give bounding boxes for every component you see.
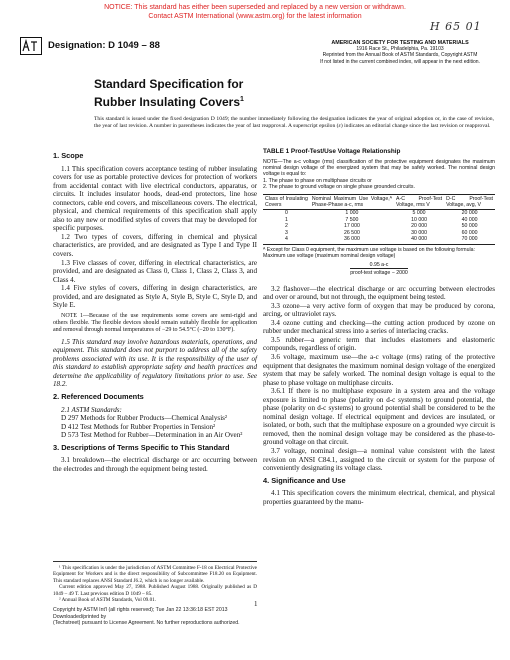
right-column-text (263, 285, 495, 507)
reference-item: D 297 Methods for Rubber Products—Chemical Analysis² (61, 414, 228, 423)
table-note-lead: NOTE—The a-c voltage (rms) classification of the protective equipment designates the maximum nominal design voltage of the energized system that may be safely worked. The nominal design voltage is equal to: (263, 158, 495, 178)
table-cell: 40 000 (394, 236, 444, 244)
significance-heading: 4. Significance and Use (263, 475, 346, 485)
para-1-1: 1.1 This specification covers acceptance testing of rubber insulating covers for use as portable protective devices for protection of workers from accidental contact with live electrical conductors, apparatus, or circuits. It includes insulator hoods, dead-end protectors, line hose connectors, cable end covers, and miscellaneous covers. The electrical, physical, and chemical requirements of this specification shall apply also to any new or modified styles of covers that may be developed for specific purposes. (53, 164, 257, 233)
table-cell: 17 000 (343, 223, 360, 230)
table-cell: 40 000 (461, 216, 478, 223)
table-cell: 5 000 (412, 209, 426, 216)
society-block (300, 40, 500, 65)
left-column (53, 148, 257, 473)
table-row (263, 236, 495, 244)
para-3-6-1: 3.6.1 If there is no multiphase exposure in a system area and the voltage exposure is limited to phase (polarity on d-c systems) to ground potential, the phase (polarity on d-c systems) to ground potential shall be considered to be the nominal design voltage. If electrical equipment and devices are insulated, or isolated, or both, such that the multiphase exposure on a grounded wye circuit is removed, then the nominal design voltage may be considered as the phase-to-ground voltage on that circuit. (263, 387, 495, 447)
copyright-line-2: Downloaded/printed by (53, 613, 107, 620)
notice-line-1: NOTICE: This standard has either been superseded and replaced by a new version or withdrawn. (104, 4, 406, 11)
table-row (263, 209, 495, 216)
footnote-1-edition: Current edition approved May 27, 1988. Published August 1988. Originally published as D 1049 – 49 T. Last previous edition D 1049 – 85. (53, 584, 257, 597)
reference-item: D 573 Test Method for Rubber—Determination in an Air Oven² (61, 431, 243, 440)
table-footnote-a: ᴬ Except for Class 0 equipment, the maximum use voltage is based on the following formula: (263, 246, 475, 253)
table-cell: 60 000 (461, 229, 478, 236)
title-line-2: Rubber Insulating Covers$^1$ (94, 95, 244, 109)
para-1-2: 1.2 Two types of covers, differing in chemical and physical characteristics, are provided, and are designated as Type I and Type II covers. (53, 232, 257, 259)
society-index: If not listed in the current combined index, will appear in the next edition. (320, 58, 480, 65)
para-3-1: 3.1 breakdown—the electrical discharge or arc occurring between the electrodes and through the equipment being tested. (53, 456, 257, 473)
copyright-block (53, 607, 273, 627)
para-3-4: 3.4 ozone cutting and checking—the cutting action produced by ozone on rubber under mechanical stress into a series of interlacing cracks. (263, 318, 495, 336)
notice-banner (0, 3, 510, 21)
table-cell: 70 000 (444, 236, 495, 244)
astm-logo-icon (20, 37, 42, 55)
title-line-1: Standard Specification for (94, 77, 244, 91)
table-header-class: Class of Insulating Covers (265, 195, 308, 208)
table-row (263, 223, 495, 230)
reference-item: D 412 Test Methods for Rubber Properties in Tension² (61, 422, 216, 431)
right-column (263, 148, 495, 506)
society-name: AMERICAN SOCIETY FOR TESTING AND MATERIALS (331, 40, 469, 46)
footnotes (53, 561, 257, 603)
para-1-4: 1.4 Five styles of covers, differing in design characteristics, are provided, and are designated as Style A, Style B, Style C, Style D, and Style E. (53, 284, 257, 310)
proof-test-table (263, 194, 495, 245)
society-address: 1916 Race St., Philadelphia, Pa. 19103 (356, 46, 444, 53)
para-3-6: 3.6 voltage, maximum use—the a-c voltage (rms) rating of the protective equipment that designates the maximum nominal design voltage of the energized system that may be safely worked. The nominal design voltage is equal to the phase to phase voltage on multiphase circuits. (263, 352, 495, 387)
table-cell: 30 000 (411, 229, 427, 236)
terms-heading: 3. Descriptions of Terms Specific to This Standard (53, 442, 230, 452)
designation: Designation: D 1049 – 88 (48, 40, 160, 51)
table-note (263, 159, 495, 191)
table-header-dc-proof: D-C Proof-Test Voltage, avg, V (446, 195, 493, 208)
para-4-1: 4.1 This specification covers the minimum electrical, chemical, and physical properties guaranteed by the manu- (263, 489, 495, 506)
page-title (94, 77, 244, 110)
table-cell: 20 000 (461, 209, 478, 216)
para-1-3: 1.3 Five classes of cover, differing in electrical characteristics, are provided, and are designated as Class 0, Class 1, Class 2, Class 3, and Class 4. (53, 258, 257, 284)
table-cell: 26 500 (343, 229, 360, 236)
table-cell: 4 (263, 236, 310, 244)
copyright-line-3: (Techstreet) pursuant to License Agreement. No further reproductions authorized. (53, 620, 240, 627)
issuance-statement: This standard is issued under the fixed designation D 1049; the number immediately following the designation indicates the year of original adoption or, in the case of revision, the year of last revision. A number in parentheses indicates the year of last reapproval. A superscript epsilon (ε) indicates an editorial change since the last revision or reapproval. (94, 116, 494, 129)
formula (263, 262, 495, 277)
society-reprint: Reprinted from the Annual Book of ASTM Standards, Copyright ASTM (322, 52, 478, 59)
table-header-use-voltage: Nominal Maximum Use Voltage,ᴬ Phase-Phase a-c, rms (311, 195, 392, 208)
table-cell: 1 (284, 216, 288, 223)
footnote-2: ² Annual Book of ASTM Standards, Vol 09.01. (59, 597, 157, 604)
formula-denominator: proof-test voltage − 2000 (350, 270, 408, 277)
para-3-5: 3.5 rubber—a generic term that includes elastomers and elastomeric compounds, regardless of origin. (263, 335, 495, 353)
formula-numerator: 0.95 a-c (369, 261, 389, 268)
note-1: NOTE 1—Because of the use requirements some covers are semi-rigid and others flexible. The flexible devices should remain suitably flexible for application and removal through normal temperatures of −29 to 54.5°C (−20 to 130°F). (53, 312, 257, 334)
table-cell: 7 500 (345, 216, 359, 223)
table-cell: 10 000 (411, 216, 427, 223)
notice-line-2: Contact ASTM International (www.astm.org) for the latest information (148, 13, 362, 20)
para-3-2: 3.2 flashover—the electrical discharge or arc occurring between electrodes and over or around, but not through, the equipment being tested. (263, 284, 495, 302)
table-header-ac-proof: A-C Proof-Test Voltage, rms V (396, 195, 443, 208)
table-cell: 36 000 (310, 236, 394, 244)
table-cell: 0 (284, 209, 288, 216)
table-cell: 3 (284, 229, 288, 236)
table-row (263, 230, 495, 237)
table-footnote (263, 247, 495, 277)
page-number: 1 (254, 600, 258, 608)
table-note-item: 2. The phase to ground voltage on single phase grounded circuits. (263, 184, 415, 191)
astm-standards-label: 2.1 ASTM Standards: (61, 405, 122, 414)
scope-heading: 1. Scope (53, 151, 84, 160)
formula-label: Maximum use voltage (maximum nominal design voltage) (263, 253, 396, 260)
footnote-1: ¹ This specification is under the jurisdiction of ASTM Committee F-18 on Electrical Protective Equipment for Workers and is the direct responsibility of Subcommittee F18.20 on Equipment. This standard replaces ANSI Standard J6.2, which is no longer available. (53, 565, 257, 584)
referenced-documents-heading: 2. Referenced Documents (53, 392, 144, 402)
table-note-item: 1. The phase to phase on multiphase circuits or (263, 177, 372, 184)
copyright-line-1: Copyright by ASTM Int'l (all rights reserved); Tue Jan 22 13:36:18 EST 2013 (53, 607, 228, 613)
table-header-row (263, 194, 495, 209)
table-cell: 20 000 (411, 223, 427, 230)
para-3-7: 3.7 voltage, nominal design—a nominal value consistent with the latest revision on ANSI C84.1, assigned to the circuit or system for the purpose of conveniently designating its voltage class. (263, 446, 495, 473)
table-title: TABLE 1 Proof-Test/Use Voltage Relationship (263, 148, 401, 155)
table-cell: 1 000 (345, 209, 359, 216)
table-cell: 50 000 (461, 223, 478, 230)
handwritten-note: H 65 01 (430, 20, 482, 33)
para-1-5: 1.5 This standard may involve hazardous materials, operations, and equipment. This standard does not purport to address all of the safety problems associated with its use. It is the responsibility of the user of this standard to establish appropriate safety and health practices and determine the applicability of regulatory limitations prior to use. See 18.2. (53, 337, 257, 389)
para-3-3: 3.3 ozone—a very active form of oxygen that may be produced by corona, arcing, or ultraviolet rays. (263, 301, 495, 319)
table-row (263, 217, 495, 224)
table-cell: 2 (284, 223, 288, 230)
